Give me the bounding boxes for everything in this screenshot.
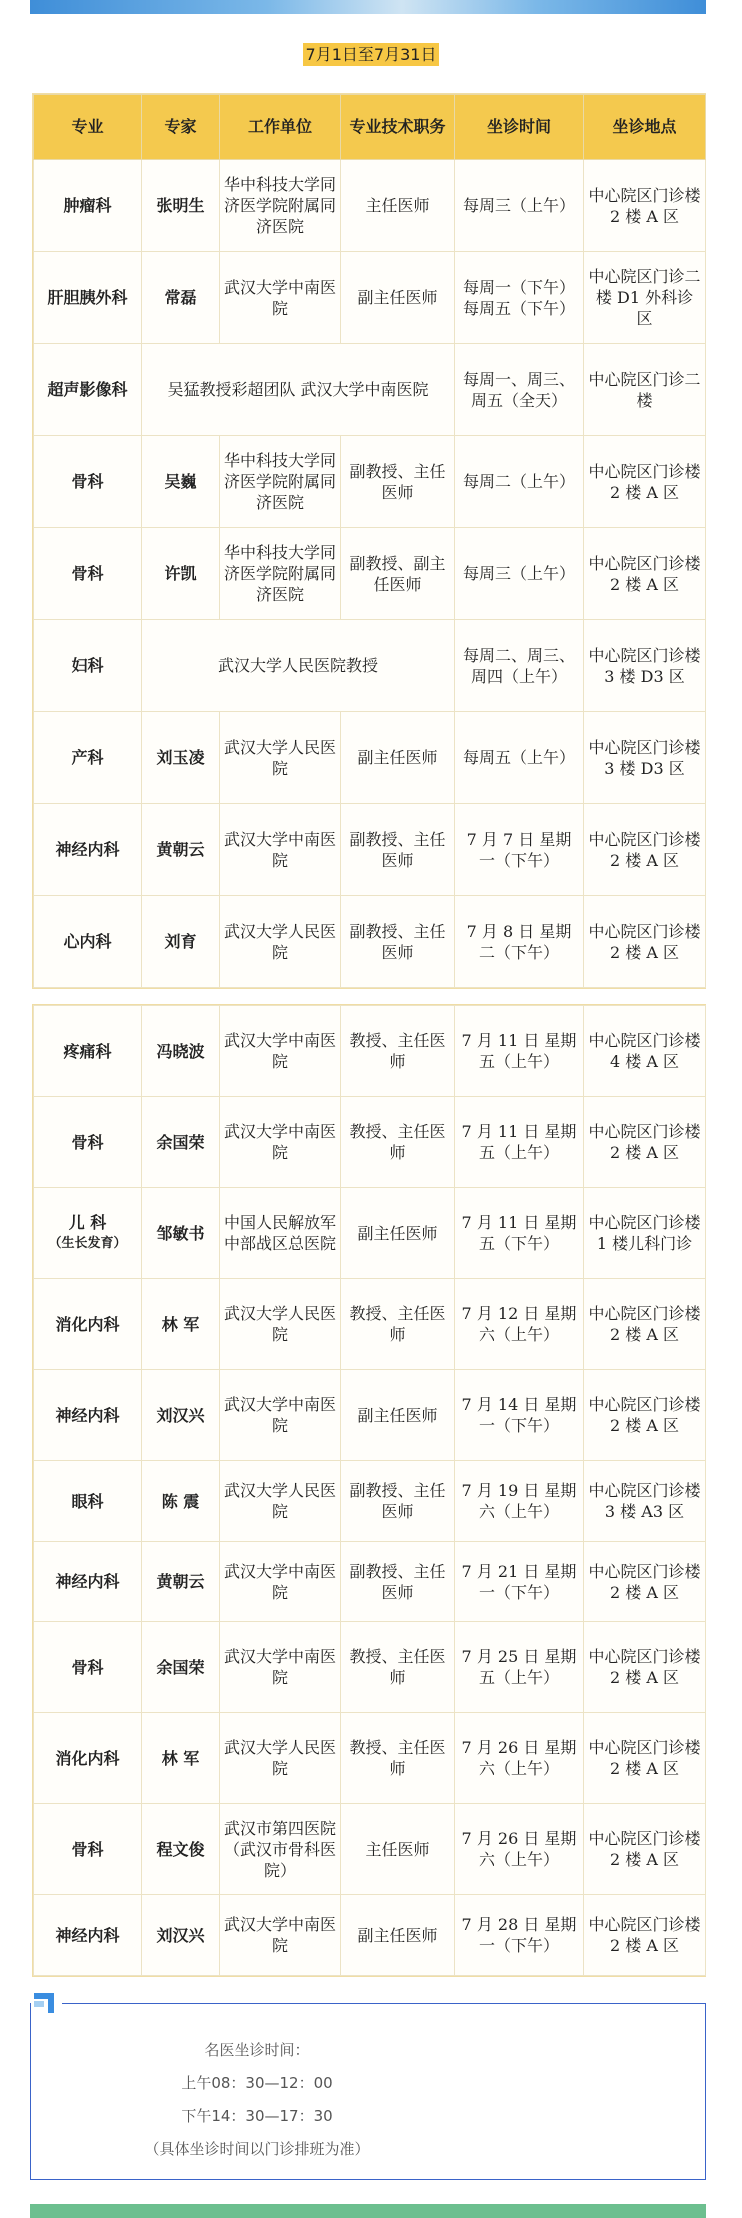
doctor-cell: 刘汉兴 bbox=[142, 1370, 220, 1461]
table-row bbox=[34, 160, 706, 252]
place-cell: 中心院区门诊楼 2 楼 A 区 bbox=[584, 160, 706, 252]
title-cell: 副教授、主任医师 bbox=[341, 1461, 455, 1542]
place-cell: 中心院区门诊楼 4 楼 A 区 bbox=[584, 1006, 706, 1097]
time-cell: 7 月 19 日 星期六（上午） bbox=[455, 1461, 584, 1542]
header-specialty: 专业 bbox=[34, 95, 142, 160]
table-row bbox=[34, 620, 706, 712]
time-cell: 7 月 12 日 星期六（上午） bbox=[455, 1279, 584, 1370]
unit-cell: 武汉市第四医院（武汉市骨科医院） bbox=[220, 1804, 341, 1895]
specialty-cell: 神经内科 bbox=[34, 1370, 142, 1461]
place-cell: 中心院区门诊楼 2 楼 A 区 bbox=[584, 896, 706, 988]
header-banner-image bbox=[30, 0, 706, 14]
doctor-cell: 刘育 bbox=[142, 896, 220, 988]
unit-cell: 华中科技大学同济医学院附属同济医院 bbox=[220, 528, 341, 620]
time-cell: 每周三（上午） bbox=[455, 160, 584, 252]
place-cell: 中心院区门诊楼 2 楼 A 区 bbox=[584, 1542, 706, 1622]
unit-cell: 华中科技大学同济医学院附属同济医院 bbox=[220, 160, 341, 252]
place-cell: 中心院区门诊楼 2 楼 A 区 bbox=[584, 1804, 706, 1895]
header-title: 专业技术职务 bbox=[341, 95, 455, 160]
doctor-cell: 陈 震 bbox=[142, 1461, 220, 1542]
specialty-cell: 骨科 bbox=[34, 1622, 142, 1713]
title-cell: 教授、主任医师 bbox=[341, 1097, 455, 1188]
consult-hours-divider bbox=[62, 2003, 705, 2004]
specialty-cell: 超声影像科 bbox=[34, 344, 142, 436]
doctor-cell: 吴巍 bbox=[142, 436, 220, 528]
time-cell: 7 月 25 日 星期五（上午） bbox=[455, 1622, 584, 1713]
place-cell: 中心院区门诊楼 2 楼 A 区 bbox=[584, 1097, 706, 1188]
doctor-cell: 邹敏书 bbox=[142, 1188, 220, 1279]
header-place: 坐诊地点 bbox=[584, 95, 706, 160]
place-cell: 中心院区门诊楼 2 楼 A 区 bbox=[584, 804, 706, 896]
doctor-cell: 黄朝云 bbox=[142, 1542, 220, 1622]
doctor-cell: 黄朝云 bbox=[142, 804, 220, 896]
header-unit: 工作单位 bbox=[220, 95, 341, 160]
place-cell: 中心院区门诊楼 3 楼 D3 区 bbox=[584, 620, 706, 712]
table-row bbox=[34, 1713, 706, 1804]
corner-bracket-icon bbox=[34, 1993, 56, 2015]
title-cell: 副主任医师 bbox=[341, 1895, 455, 1976]
specialty-cell: 疼痛科 bbox=[34, 1006, 142, 1097]
unit-cell: 武汉大学中南医院 bbox=[220, 1895, 341, 1976]
place-cell: 中心院区门诊楼 2 楼 A 区 bbox=[584, 1713, 706, 1804]
unit-cell: 华中科技大学同济医学院附属同济医院 bbox=[220, 436, 341, 528]
title-cell: 副教授、主任医师 bbox=[341, 1542, 455, 1622]
time-cell: 7 月 7 日 星期一（下午） bbox=[455, 804, 584, 896]
place-cell: 中心院区门诊楼 3 楼 D3 区 bbox=[584, 712, 706, 804]
title-cell: 副主任医师 bbox=[341, 252, 455, 344]
merged-expert-cell: 武汉大学人民医院教授 bbox=[142, 620, 455, 712]
unit-cell: 武汉大学人民医院 bbox=[220, 1713, 341, 1804]
time-cell: 7 月 11 日 星期五（下午） bbox=[455, 1188, 584, 1279]
doctor-cell: 刘玉凌 bbox=[142, 712, 220, 804]
time-cell: 7 月 28 日 星期一（下午） bbox=[455, 1895, 584, 1976]
table-row bbox=[34, 1622, 706, 1713]
time-cell: 7 月 26 日 星期六（上午） bbox=[455, 1804, 584, 1895]
specialty-cell: 骨科 bbox=[34, 1097, 142, 1188]
title-cell: 副主任医师 bbox=[341, 1370, 455, 1461]
consult-hours-note: （具体坐诊时间以门诊排班为准） bbox=[144, 2140, 370, 2158]
date-range-label bbox=[0, 42, 742, 65]
doctor-cell: 刘汉兴 bbox=[142, 1895, 220, 1976]
unit-cell: 武汉大学中南医院 bbox=[220, 1097, 341, 1188]
table-row bbox=[34, 804, 706, 896]
place-cell: 中心院区门诊二楼 D1 外科诊区 bbox=[584, 252, 706, 344]
time-cell: 每周三（上午） bbox=[455, 528, 584, 620]
time-cell: 7 月 11 日 星期五（上午） bbox=[455, 1097, 584, 1188]
specialty-note: （生长发育） bbox=[48, 1236, 127, 1251]
time-cell: 7 月 14 日 星期一（下午） bbox=[455, 1370, 584, 1461]
specialty-cell: 骨科 bbox=[34, 436, 142, 528]
specialty-cell: 消化内科 bbox=[34, 1279, 142, 1370]
table-row bbox=[34, 1542, 706, 1622]
doctor-cell: 林 军 bbox=[142, 1279, 220, 1370]
table-header-row bbox=[34, 95, 706, 160]
table-row bbox=[34, 712, 706, 804]
table-row bbox=[34, 1461, 706, 1542]
title-cell: 主任医师 bbox=[341, 1804, 455, 1895]
unit-cell: 武汉大学人民医院 bbox=[220, 712, 341, 804]
time-cell: 每周一（下午）每周五（下午） bbox=[455, 252, 584, 344]
unit-cell: 武汉大学人民医院 bbox=[220, 1461, 341, 1542]
specialty-cell: 神经内科 bbox=[34, 1895, 142, 1976]
table-row bbox=[34, 1006, 706, 1097]
specialty-cell: 骨科 bbox=[34, 1804, 142, 1895]
specialty-cell: 骨科 bbox=[34, 528, 142, 620]
table-row bbox=[34, 436, 706, 528]
place-cell: 中心院区门诊楼 2 楼 A 区 bbox=[584, 436, 706, 528]
merged-expert-cell: 吴猛教授彩超团队 武汉大学中南医院 bbox=[142, 344, 455, 436]
title-cell: 教授、主任医师 bbox=[341, 1279, 455, 1370]
doctor-cell: 余国荣 bbox=[142, 1097, 220, 1188]
specialty-cell: 肝胆胰外科 bbox=[34, 252, 142, 344]
header-doctor: 专家 bbox=[142, 95, 220, 160]
unit-cell: 武汉大学中南医院 bbox=[220, 252, 341, 344]
doctor-cell: 程文俊 bbox=[142, 1804, 220, 1895]
title-cell: 副教授、主任医师 bbox=[341, 436, 455, 528]
place-cell: 中心院区门诊楼 2 楼 A 区 bbox=[584, 1895, 706, 1976]
schedule-table-part-1 bbox=[32, 93, 706, 989]
unit-cell: 武汉大学中南医院 bbox=[220, 1542, 341, 1622]
footer-bar bbox=[30, 2204, 706, 2218]
time-cell: 每周五（上午） bbox=[455, 712, 584, 804]
title-cell: 副教授、副主任医师 bbox=[341, 528, 455, 620]
title-cell: 副主任医师 bbox=[341, 712, 455, 804]
title-cell: 副教授、主任医师 bbox=[341, 896, 455, 988]
table-row bbox=[34, 1804, 706, 1895]
specialty-cell: 神经内科 bbox=[34, 1542, 142, 1622]
doctor-cell: 冯晓波 bbox=[142, 1006, 220, 1097]
doctor-cell: 林 军 bbox=[142, 1713, 220, 1804]
specialty-cell: 眼科 bbox=[34, 1461, 142, 1542]
specialty-cell: 神经内科 bbox=[34, 804, 142, 896]
place-cell: 中心院区门诊二楼 bbox=[584, 344, 706, 436]
table-row bbox=[34, 1279, 706, 1370]
title-cell: 教授、主任医师 bbox=[341, 1622, 455, 1713]
table-row bbox=[34, 1188, 706, 1279]
specialty-cell: 妇科 bbox=[34, 620, 142, 712]
specialty-cell bbox=[34, 1188, 142, 1279]
consult-hours-heading: 名医坐诊时间： bbox=[204, 2041, 310, 2059]
time-cell: 7 月 11 日 星期五（上午） bbox=[455, 1006, 584, 1097]
table-row bbox=[34, 1895, 706, 1976]
doctor-cell: 张明生 bbox=[142, 160, 220, 252]
time-cell: 每周二、周三、周四（上午） bbox=[455, 620, 584, 712]
table-row bbox=[34, 252, 706, 344]
time-cell: 7 月 8 日 星期二（下午） bbox=[455, 896, 584, 988]
place-cell: 中心院区门诊楼 2 楼 A 区 bbox=[584, 1279, 706, 1370]
date-range-text: 7月1日至7月31日 bbox=[303, 43, 440, 66]
specialty-cell: 产科 bbox=[34, 712, 142, 804]
table-row bbox=[34, 896, 706, 988]
specialty-cell: 心内科 bbox=[34, 896, 142, 988]
title-cell: 副教授、主任医师 bbox=[341, 804, 455, 896]
time-cell: 每周二（上午） bbox=[455, 436, 584, 528]
schedule-table-part-2 bbox=[32, 1004, 706, 1977]
unit-cell: 武汉大学中南医院 bbox=[220, 1622, 341, 1713]
table-row bbox=[34, 528, 706, 620]
specialty-name: 儿 科 bbox=[68, 1213, 107, 1232]
unit-cell: 武汉大学中南医院 bbox=[220, 1006, 341, 1097]
time-cell: 7 月 26 日 星期六（上午） bbox=[455, 1713, 584, 1804]
title-cell: 教授、主任医师 bbox=[341, 1713, 455, 1804]
time-cell: 每周一、周三、周五（全天） bbox=[455, 344, 584, 436]
consult-hours-morning: 上午08：30—12：00 bbox=[181, 2074, 333, 2092]
doctor-cell: 余国荣 bbox=[142, 1622, 220, 1713]
table-row bbox=[34, 344, 706, 436]
consult-hours-afternoon: 下午14：30—17：30 bbox=[181, 2107, 333, 2125]
unit-cell: 武汉大学中南医院 bbox=[220, 1370, 341, 1461]
place-cell: 中心院区门诊楼 2 楼 A 区 bbox=[584, 1370, 706, 1461]
unit-cell: 中国人民解放军中部战区总医院 bbox=[220, 1188, 341, 1279]
consult-hours-text bbox=[30, 2034, 704, 2166]
doctor-cell: 许凯 bbox=[142, 528, 220, 620]
header-time: 坐诊时间 bbox=[455, 95, 584, 160]
specialty-cell: 肿瘤科 bbox=[34, 160, 142, 252]
place-cell: 中心院区门诊楼 2 楼 A 区 bbox=[584, 1622, 706, 1713]
time-cell: 7 月 21 日 星期一（下午） bbox=[455, 1542, 584, 1622]
title-cell: 教授、主任医师 bbox=[341, 1006, 455, 1097]
place-cell: 中心院区门诊楼 1 楼儿科门诊 bbox=[584, 1188, 706, 1279]
table-row bbox=[34, 1370, 706, 1461]
table-row bbox=[34, 1097, 706, 1188]
doctor-cell: 常磊 bbox=[142, 252, 220, 344]
place-cell: 中心院区门诊楼 2 楼 A 区 bbox=[584, 528, 706, 620]
unit-cell: 武汉大学中南医院 bbox=[220, 804, 341, 896]
place-cell: 中心院区门诊楼 3 楼 A3 区 bbox=[584, 1461, 706, 1542]
unit-cell: 武汉大学人民医院 bbox=[220, 896, 341, 988]
title-cell: 副主任医师 bbox=[341, 1188, 455, 1279]
unit-cell: 武汉大学人民医院 bbox=[220, 1279, 341, 1370]
specialty-cell: 消化内科 bbox=[34, 1713, 142, 1804]
title-cell: 主任医师 bbox=[341, 160, 455, 252]
